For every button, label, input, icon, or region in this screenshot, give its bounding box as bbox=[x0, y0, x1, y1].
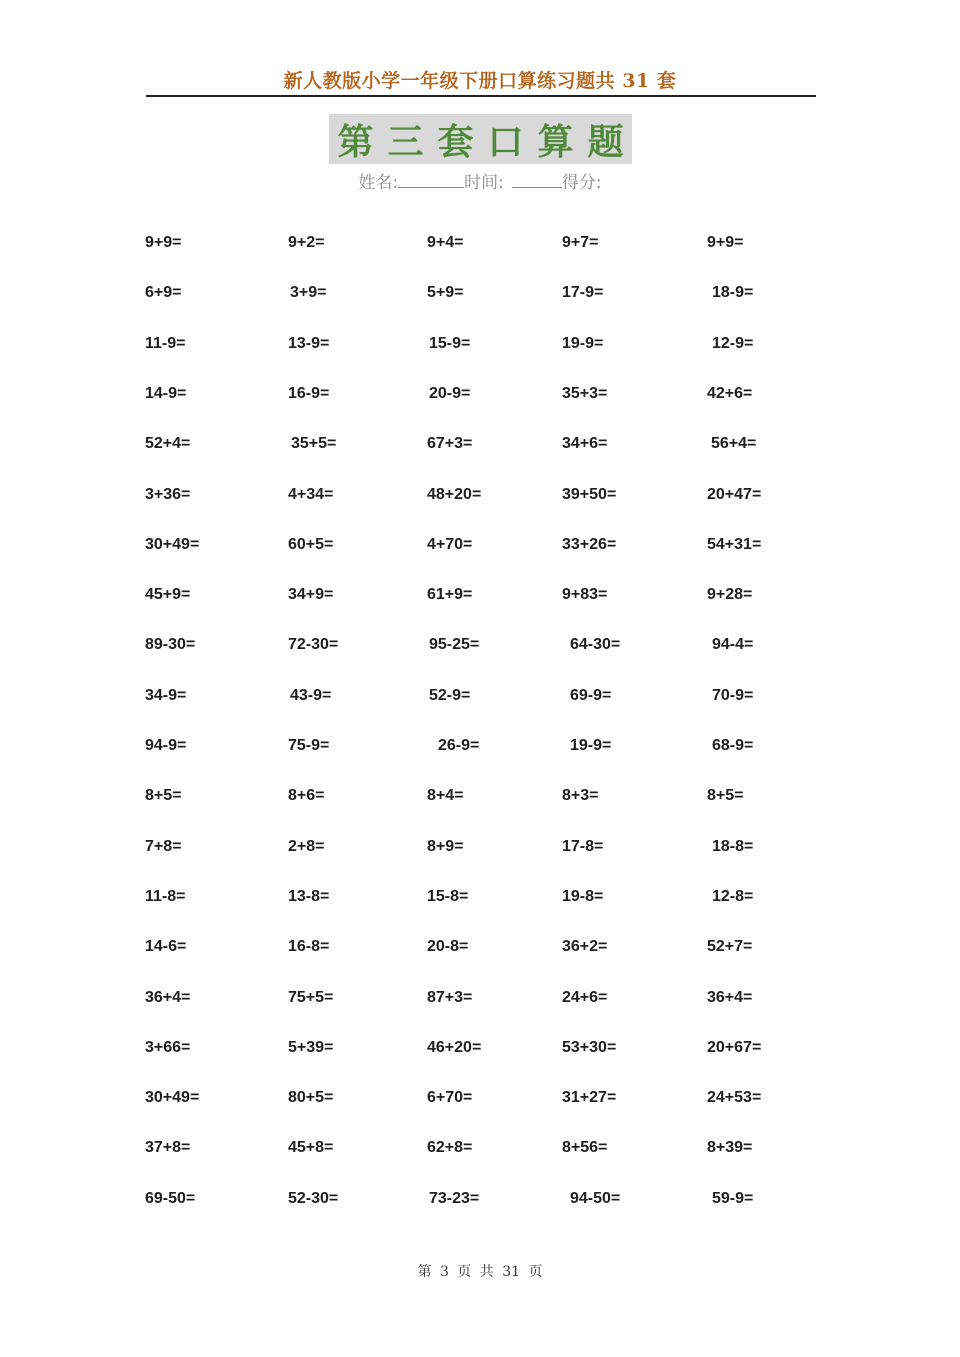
math-problem: 34+6= bbox=[562, 435, 608, 452]
math-problem: 89-30= bbox=[145, 636, 196, 653]
math-problem: 54+31= bbox=[707, 536, 762, 553]
math-problem: 30+49= bbox=[145, 1089, 200, 1106]
math-problem: 7+8= bbox=[145, 838, 182, 855]
math-problem: 8+9= bbox=[427, 838, 464, 855]
math-problem: 62+8= bbox=[427, 1139, 473, 1156]
math-problem: 95-25= bbox=[429, 636, 480, 653]
math-problem: 8+3= bbox=[562, 787, 599, 804]
math-problem: 46+20= bbox=[427, 1039, 482, 1056]
math-problem: 72-30= bbox=[288, 636, 339, 653]
math-problem: 42+6= bbox=[707, 385, 753, 402]
math-problem: 17-8= bbox=[562, 838, 604, 855]
math-problem: 15-8= bbox=[427, 888, 469, 905]
math-problem: 69-9= bbox=[570, 687, 612, 704]
math-problem: 8+39= bbox=[707, 1139, 753, 1156]
time-label: 时间: bbox=[464, 173, 504, 193]
math-problem: 36+4= bbox=[707, 989, 753, 1006]
math-problem: 26-9= bbox=[438, 737, 480, 754]
math-problem: 37+8= bbox=[145, 1139, 191, 1156]
math-problem: 30+49= bbox=[145, 536, 200, 553]
math-problem: 34+9= bbox=[288, 586, 334, 603]
math-problem: 9+83= bbox=[562, 586, 608, 603]
math-problem: 8+56= bbox=[562, 1139, 608, 1156]
math-problem: 75-9= bbox=[288, 737, 330, 754]
math-problem: 13-8= bbox=[288, 888, 330, 905]
math-problem: 11-9= bbox=[145, 335, 186, 352]
math-problem: 3+66= bbox=[145, 1039, 191, 1056]
math-problem: 75+5= bbox=[288, 989, 334, 1006]
math-problem: 9+7= bbox=[562, 234, 599, 251]
math-problem: 67+3= bbox=[427, 435, 473, 452]
math-problem: 70-9= bbox=[712, 687, 754, 704]
page-footer: 第 3 页 共 31 页 bbox=[417, 1264, 543, 1280]
math-problem: 8+6= bbox=[288, 787, 325, 804]
math-problem: 13-9= bbox=[288, 335, 330, 352]
math-problem: 73-23= bbox=[429, 1190, 480, 1207]
math-problem: 14-9= bbox=[145, 385, 187, 402]
math-problem: 94-9= bbox=[145, 737, 187, 754]
math-problem: 20-8= bbox=[427, 938, 469, 955]
math-problem: 31+27= bbox=[562, 1089, 617, 1106]
math-problem: 16-9= bbox=[288, 385, 330, 402]
math-problem: 56+4= bbox=[711, 435, 757, 452]
math-problem: 3+9= bbox=[290, 284, 327, 301]
math-problem: 19-9= bbox=[562, 335, 604, 352]
document-header-title: 新人教版小学一年级下册口算练习题共 31 套 bbox=[283, 70, 677, 92]
math-problem: 64-30= bbox=[570, 636, 621, 653]
math-problem: 14-6= bbox=[145, 938, 187, 955]
math-problem: 20+67= bbox=[707, 1039, 762, 1056]
math-problem: 5+39= bbox=[288, 1039, 334, 1056]
score-label: 得分: bbox=[561, 173, 602, 193]
math-problem: 33+26= bbox=[562, 536, 617, 553]
math-problem: 12-9= bbox=[712, 335, 754, 352]
math-problem: 24+6= bbox=[562, 989, 608, 1006]
math-problem: 61+9= bbox=[427, 586, 473, 603]
math-problem: 8+4= bbox=[427, 787, 464, 804]
math-problem: 6+9= bbox=[145, 284, 182, 301]
math-problem: 94-50= bbox=[570, 1190, 621, 1207]
math-problem: 12-8= bbox=[712, 888, 754, 905]
math-problem: 52-9= bbox=[429, 687, 471, 704]
math-problem: 52+7= bbox=[707, 938, 753, 955]
math-problem: 39+50= bbox=[562, 486, 617, 503]
math-problem: 43-9= bbox=[290, 687, 332, 704]
math-problem: 16-8= bbox=[288, 938, 330, 955]
worksheet-title: 第三套口算题 bbox=[337, 120, 638, 163]
math-problem: 5+9= bbox=[427, 284, 464, 301]
math-problem: 20+47= bbox=[707, 486, 762, 503]
math-problem: 9+4= bbox=[427, 234, 464, 251]
math-problem: 8+5= bbox=[707, 787, 744, 804]
math-problem: 11-8= bbox=[145, 888, 186, 905]
math-problem: 8+5= bbox=[145, 787, 182, 804]
math-problem: 20-9= bbox=[429, 385, 471, 402]
math-problem: 2+8= bbox=[288, 838, 325, 855]
math-problem: 19-9= bbox=[570, 737, 612, 754]
math-problem: 17-9= bbox=[562, 284, 604, 301]
math-problem: 9+9= bbox=[145, 234, 182, 251]
math-problem: 45+9= bbox=[145, 586, 191, 603]
math-problem: 6+70= bbox=[427, 1089, 473, 1106]
math-problem: 68-9= bbox=[712, 737, 754, 754]
math-problem: 48+20= bbox=[427, 486, 482, 503]
math-problem: 18-9= bbox=[712, 284, 754, 301]
math-problem: 3+36= bbox=[145, 486, 191, 503]
math-problem: 4+34= bbox=[288, 486, 334, 503]
math-problem: 15-9= bbox=[429, 335, 471, 352]
math-problem: 9+9= bbox=[707, 234, 744, 251]
math-problem: 18-8= bbox=[712, 838, 754, 855]
math-problem: 36+2= bbox=[562, 938, 608, 955]
name-label: 姓名: bbox=[358, 173, 399, 193]
math-problem: 94-4= bbox=[712, 636, 754, 653]
math-problem: 35+3= bbox=[562, 385, 608, 402]
math-problem: 59-9= bbox=[712, 1190, 754, 1207]
math-problem: 60+5= bbox=[288, 536, 334, 553]
math-problem: 36+4= bbox=[145, 989, 191, 1006]
math-problem: 9+2= bbox=[288, 234, 325, 251]
math-problem: 45+8= bbox=[288, 1139, 334, 1156]
math-problem: 80+5= bbox=[288, 1089, 334, 1106]
math-problem: 52+4= bbox=[145, 435, 191, 452]
math-problem: 53+30= bbox=[562, 1039, 617, 1056]
math-problem: 19-8= bbox=[562, 888, 604, 905]
math-problem: 24+53= bbox=[707, 1089, 762, 1106]
math-problem: 87+3= bbox=[427, 989, 473, 1006]
math-problem: 69-50= bbox=[145, 1190, 196, 1207]
math-problem: 34-9= bbox=[145, 687, 187, 704]
math-problem: 9+28= bbox=[707, 586, 753, 603]
math-problem: 4+70= bbox=[427, 536, 473, 553]
math-problem: 35+5= bbox=[291, 435, 337, 452]
math-problem: 52-30= bbox=[288, 1190, 339, 1207]
